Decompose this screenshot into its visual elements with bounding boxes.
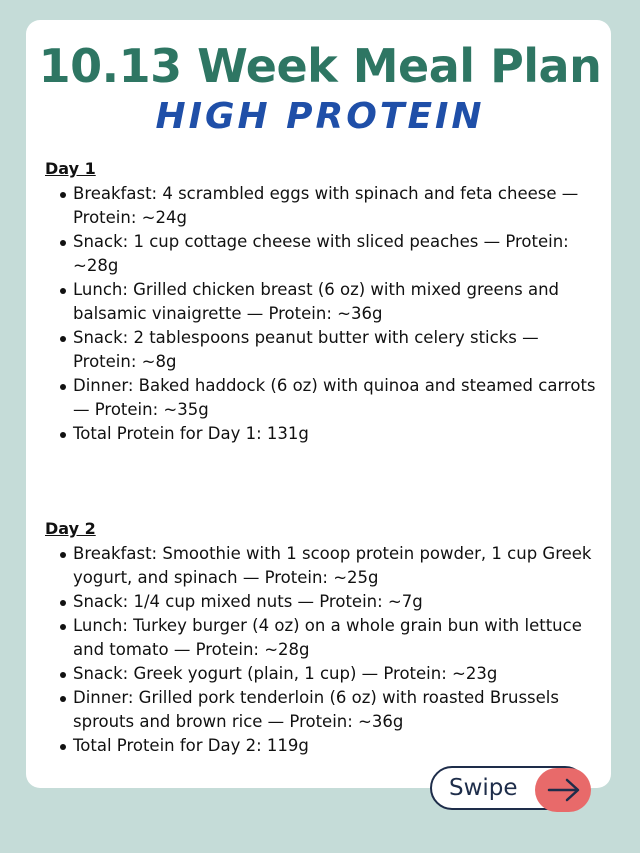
bullet-icon	[60, 552, 66, 558]
list-item-text: Snack: 1/4 cup mixed nuts — Protein: ~7g	[73, 592, 423, 611]
list-item-text: Breakfast: Smoothie with 1 scoop protein powder, 1 cup Greek yogurt, and spinach — Protein: ~25g	[73, 544, 592, 587]
bullet-icon	[60, 600, 66, 606]
list-item-text: Dinner: Baked haddock (6 oz) with quinoa and steamed carrots — Protein: ~35g	[73, 376, 596, 419]
list-item	[44, 590, 599, 614]
meal-list	[44, 542, 599, 758]
list-item	[44, 542, 599, 590]
meal-list	[44, 182, 599, 446]
list-item	[44, 662, 599, 686]
bullet-icon	[60, 696, 66, 702]
list-item-text: Breakfast: 4 scrambled eggs with spinach and feta cheese — Protein: ~24g	[73, 184, 579, 227]
list-item	[44, 230, 599, 278]
list-item-text: Snack: 2 tablespoons peanut butter with celery sticks — Protein: ~8g	[73, 328, 539, 371]
swipe-button[interactable]	[430, 766, 587, 810]
page-subtitle: HIGH PROTEIN	[155, 96, 485, 137]
day-heading: Day 2	[45, 519, 96, 538]
list-item	[44, 422, 599, 446]
list-item-text: Total Protein for Day 2: 119g	[73, 736, 309, 755]
list-item-text: Snack: 1 cup cottage cheese with sliced peaches — Protein: ~28g	[73, 232, 569, 275]
list-item	[44, 614, 599, 662]
list-item-text: Snack: Greek yogurt (plain, 1 cup) — Protein: ~23g	[73, 664, 498, 683]
page-title: 10.13 Week Meal Plan	[38, 39, 602, 93]
list-item-text: Total Protein for Day 1: 131g	[73, 424, 309, 443]
list-item	[44, 278, 599, 326]
day-heading: Day 1	[45, 159, 96, 178]
bullet-icon	[60, 624, 66, 630]
list-item-text: Lunch: Turkey burger (4 oz) on a whole grain bun with lettuce and tomato — Protein: ~28g	[73, 616, 582, 659]
list-item	[44, 182, 599, 230]
list-item-text: Lunch: Grilled chicken breast (6 oz) with mixed greens and balsamic vinaigrette — Protein: ~36g	[73, 280, 560, 323]
swipe-label: Swipe	[449, 775, 518, 801]
bullet-icon	[60, 672, 66, 678]
bullet-icon	[60, 192, 66, 198]
list-item-text: Dinner: Grilled pork tenderloin (6 oz) with roasted Brussels sprouts and brown rice — Protein: ~36g	[73, 688, 559, 731]
day-1-section	[44, 158, 599, 446]
bullet-icon	[60, 744, 66, 750]
list-item	[44, 734, 599, 758]
bullet-icon	[60, 240, 66, 246]
list-item	[44, 686, 599, 734]
day-2-section	[44, 518, 599, 758]
swipe-arrow-badge	[535, 768, 591, 812]
bullet-icon	[60, 384, 66, 390]
bullet-icon	[60, 432, 66, 438]
list-item	[44, 326, 599, 374]
list-item	[44, 374, 599, 422]
bullet-icon	[60, 288, 66, 294]
arrow-right-icon	[547, 777, 581, 803]
bullet-icon	[60, 336, 66, 342]
